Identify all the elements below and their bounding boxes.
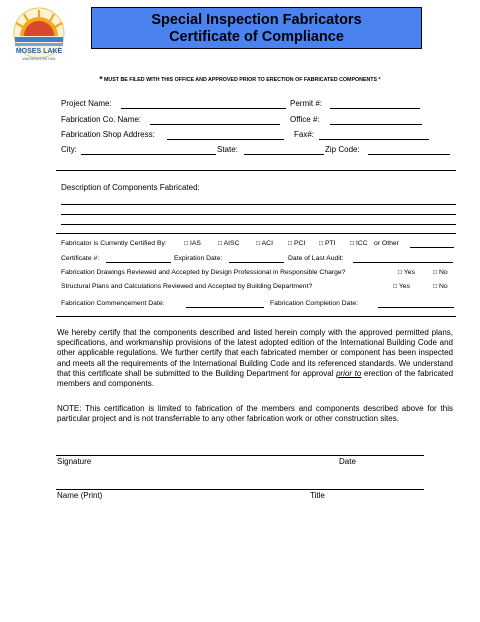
divider-1: [56, 170, 456, 171]
cert-option-pci-label: PCI: [294, 240, 306, 247]
commencement-field[interactable]: [186, 307, 264, 308]
structural-question: Structural Plans and Calculations Reviewed and Accepted by Building Department?: [61, 283, 313, 290]
cert-option-pci[interactable]: □ PCI: [288, 240, 306, 247]
notice-star: *: [99, 75, 103, 84]
filing-notice: [0, 75, 480, 84]
drawings-yes-label: Yes: [403, 269, 415, 276]
state-label: State:: [217, 145, 238, 154]
certified-by-label: Fabricator is Currently Certified By:: [61, 240, 167, 247]
commencement-label: Fabrication Commencement Date:: [61, 300, 165, 307]
description-line-3[interactable]: [61, 224, 456, 225]
completion-field[interactable]: [378, 307, 454, 308]
structural-yes-label: Yes: [398, 283, 410, 290]
project-name-label: Project Name:: [61, 99, 112, 108]
cert-option-icc-label: ICC: [356, 240, 368, 247]
expiration-field[interactable]: [229, 262, 284, 263]
description-line-1[interactable]: [61, 204, 456, 205]
title-label: Title: [310, 491, 325, 500]
cert-option-aisc-label: AISC: [223, 240, 240, 247]
certification-statement: [57, 328, 453, 389]
or-other-field[interactable]: [410, 247, 454, 248]
cert-option-ias-label: IAS: [190, 240, 201, 247]
fabrication-co-label: Fabrication Co. Name:: [61, 115, 142, 124]
cert-option-pti-label: PTI: [325, 240, 336, 247]
project-name-field[interactable]: [121, 108, 286, 109]
cert-option-aci-label: ACI: [261, 240, 273, 247]
state-field[interactable]: [244, 154, 324, 155]
completion-label: Fabrication Completion Date:: [270, 300, 359, 307]
name-title-line[interactable]: [56, 489, 424, 490]
certification-note: NOTE: This certification is limited to fabrication of the members and components described above for this particular project and is not transferrable to any other fabrication work or other construction sites.: [57, 404, 453, 424]
signature-label: Signature: [57, 457, 92, 466]
certificate-no-field[interactable]: [106, 262, 171, 263]
title-line-2: Certificate of Compliance: [169, 29, 344, 45]
drawings-no[interactable]: □ No: [433, 269, 448, 276]
description-label: Description of Components Fabricated:: [61, 183, 200, 192]
date-label: Date: [339, 457, 356, 466]
logo-graphic: [6, 6, 72, 64]
description-line-2[interactable]: [61, 214, 456, 215]
permit-label: Permit #:: [290, 99, 323, 108]
certificate-no-label: Certificate #:: [61, 255, 100, 262]
drawings-yes[interactable]: □ Yes: [398, 269, 415, 276]
expiration-label: Expiration Date:: [174, 255, 223, 262]
cert-option-icc[interactable]: □ ICC: [350, 240, 368, 247]
city-field[interactable]: [81, 154, 216, 155]
permit-field[interactable]: [330, 108, 420, 109]
cert-option-ias[interactable]: □ IAS: [184, 240, 201, 247]
moses-lake-logo: [6, 6, 72, 64]
statement-emphasis: prior to: [336, 368, 362, 378]
fax-field[interactable]: [319, 139, 429, 140]
office-label: Office #:: [290, 115, 320, 124]
fabrication-co-field[interactable]: [150, 124, 280, 125]
zip-label: Zip Code:: [325, 145, 360, 154]
shop-address-label: Fabrication Shop Address:: [61, 130, 155, 139]
name-print-label: Name (Print): [57, 491, 103, 500]
statement-part-2: erection of the fabricated members and components.: [57, 368, 454, 389]
structural-no-label: No: [439, 283, 448, 290]
divider-2: [56, 233, 456, 234]
last-audit-label: Date of Last Audit:: [288, 255, 344, 262]
cert-option-aisc[interactable]: □ AISC: [218, 240, 240, 247]
title-box: [91, 7, 422, 49]
drawings-question: Fabrication Drawings Reviewed and Accepted by Design Professional in Responsible Charge?: [61, 269, 346, 276]
or-other-label: or Other: [374, 240, 399, 247]
structural-no[interactable]: □ No: [433, 283, 448, 290]
logo-text: MOSES LAKE: [15, 48, 63, 55]
statement-part-1: We hereby certify that the components described and listed herein comply with the approved permitted plans, specifications, and workmanship provisions of the latest adopted edition of the International Building Code and other applicable regulations. We further certify that each fabricated member or component has been inspected and meets all the requirements of the International Building Code and its referenced standards. We understand that this certificate shall be submitted to the Building Department for approval: [57, 328, 453, 378]
city-label: City:: [61, 145, 77, 154]
office-field[interactable]: [330, 124, 422, 125]
shop-address-field[interactable]: [167, 139, 284, 140]
structural-yes[interactable]: □ Yes: [393, 283, 410, 290]
drawings-no-label: No: [439, 269, 448, 276]
title-line-1: Special Inspection Fabricators: [151, 12, 362, 28]
fax-label: Fax#:: [294, 130, 315, 139]
cert-option-aci[interactable]: □ ACI: [256, 240, 273, 247]
signature-line[interactable]: [56, 455, 424, 456]
notice-text: MUST BE FILED WITH THIS OFFICE AND APPROVED PRIOR TO ERECTION OF FABRICATED COMPONENTS *: [103, 77, 381, 83]
last-audit-field[interactable]: [353, 262, 453, 263]
divider-3: [56, 316, 456, 317]
logo-subtext: WASHINGTON USA: [22, 57, 56, 61]
cert-option-pti[interactable]: □ PTI: [319, 240, 336, 247]
zip-field[interactable]: [368, 154, 450, 155]
